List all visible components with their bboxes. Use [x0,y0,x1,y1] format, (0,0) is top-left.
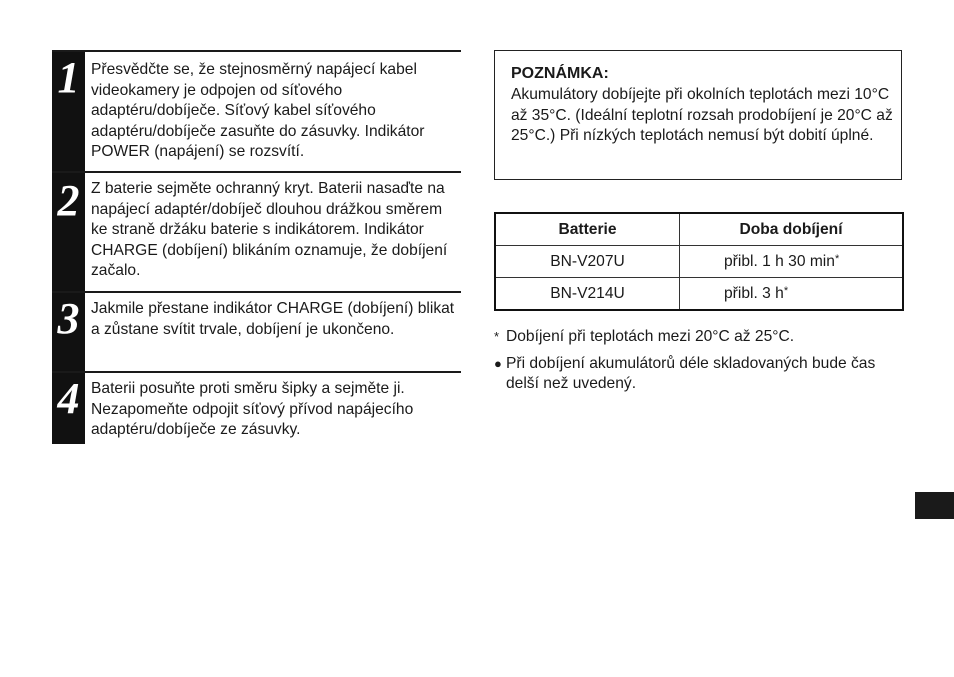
table-row [495,246,903,278]
page-edge-tab [915,492,954,519]
step-number: 4 [52,373,85,444]
charging-time-table [494,212,904,311]
steps-list [52,50,461,444]
table-row [495,278,903,311]
bullet-footnote [494,354,894,395]
step-1 [52,50,461,171]
battery-model: BN-V207U [495,246,680,278]
asterisk-icon: * [494,329,500,344]
note-title: POZNÁMKA: [511,65,609,82]
charging-time [680,246,904,278]
footnotes [494,327,894,395]
note-body: Akumulátory dobíjejte při okolních teplotách mezi 10°C až 35°C. (Ideální teplotní rozsah prodobíjení je 20°C až 25°C.) Při nízkých teplotách nemusí být dobití úplné. [511,86,893,145]
step-text: Jakmile přestane indikátor CHARGE (dobíjení) blikat a zůstane svítit trvale, dobíjení je ukončeno. [91,300,455,338]
step-number: 1 [52,52,85,171]
bullet-icon: ● [494,355,502,371]
step-3 [52,291,461,371]
step-text: Přesvědčte se, že stejnosměrný napájecí kabel videokamery je odpojen od síťového adaptéru/dobíječe. Síťový kabel síťového adaptéru/dobíječe zasuňte do zásuvky. Indikátor POWER (napájení) se rozsvítí. [91,61,425,161]
step-text: Z baterie sejměte ochranný kryt. Baterii nasaďte na napájecí adaptér/dobíječ dlouhou drážkou směrem ke straně držáku baterie s indikátorem. Indikátor CHARGE (dobíjení) blikáním oznamuje, že dobíjení začalo. [91,180,448,280]
step-text: Baterii posuňte proti směru šipky a sejměte ji. Nezapomeňte odpojit síťový přívod napájecího adaptéru/dobíječe ze zásuvky. [91,380,414,439]
step-number: 2 [52,173,85,291]
step-2 [52,171,461,291]
battery-model: BN-V214U [495,278,680,311]
asterisk-mark: * [834,252,840,265]
step-4 [52,371,461,444]
asterisk-footnote-text: Dobíjení při teplotách mezi 20°C až 25°C. [506,328,795,345]
header-charging-time: Doba dobíjení [680,213,904,246]
charging-time-value: přibl. 1 h 30 min [724,252,835,270]
asterisk-mark: * [783,284,789,297]
charging-time-value: přibl. 3 h [724,284,784,302]
table-header-row [495,213,903,246]
header-battery: Batterie [495,213,680,246]
step-number: 3 [52,293,85,371]
asterisk-footnote [494,327,894,348]
bullet-footnote-text: Při dobíjení akumulátorů déle skladovaných bude čas delší než uvedený. [506,354,876,393]
charging-time [680,278,904,311]
note-box [494,50,902,180]
